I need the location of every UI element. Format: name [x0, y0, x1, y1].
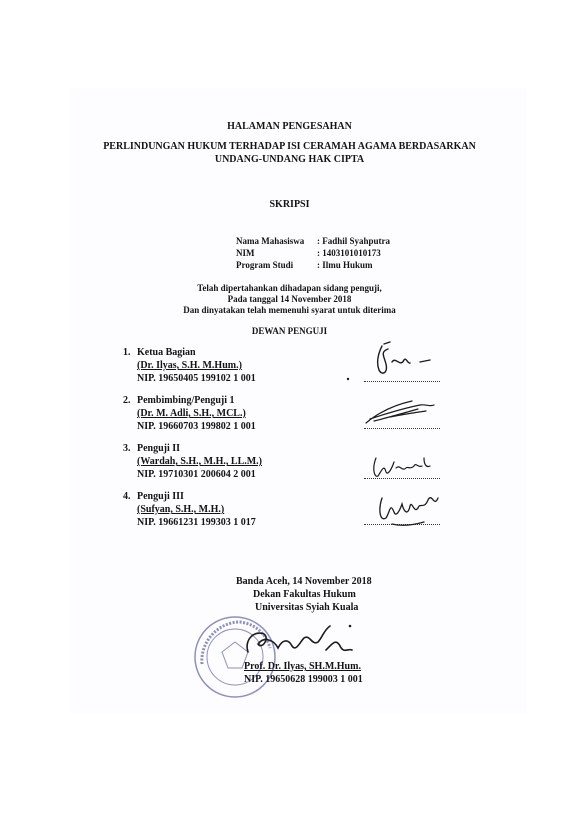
- examiner-role: Penguji II: [137, 443, 181, 454]
- thesis-title-line-2: UNDANG-UNDANG HAK CIPTA: [214, 154, 365, 165]
- approval-place-date: Banda Aceh, 14 November 2018: [236, 576, 372, 587]
- signature-4: [370, 488, 455, 538]
- approval-position: Dekan Fakultas Hukum: [253, 589, 356, 600]
- student-program-label: Program Studi: [236, 260, 294, 270]
- examiner-number: 1.: [123, 347, 131, 358]
- defense-line-1: Telah dipertahankan dihadapan sidang penguji,: [197, 283, 382, 293]
- signature-1: [344, 340, 444, 385]
- board-heading: DEWAN PENGUJI: [251, 326, 328, 336]
- examiner-number: 3.: [123, 443, 131, 454]
- student-nim-value: : 1403101010173: [317, 248, 381, 258]
- document-type: SKRIPSI: [269, 199, 310, 210]
- page-title: HALAMAN PENGESAHAN: [227, 121, 352, 132]
- dean-nip: NIP. 19650628 199003 1 001: [244, 674, 363, 685]
- examiner-role: Pembimbing/Penguji 1: [137, 395, 235, 406]
- dean-signature: [240, 620, 370, 665]
- examiner-name: (Sufyan, S.H., M.H.): [137, 504, 225, 515]
- signature-2: [360, 395, 445, 430]
- examiner-role: Penguji III: [137, 491, 184, 502]
- defense-line-3: Dan dinyatakan telah memenuhi syarat untuk diterima: [183, 305, 396, 315]
- student-program-value: : Ilmu Hukum: [317, 260, 373, 270]
- approval-university: Universitas Syiah Kuala: [255, 602, 359, 613]
- examiner-nip: NIP. 19661231 199303 1 017: [137, 517, 256, 528]
- examiner-name: (Wardah, S.H., M.H., LL.M.): [137, 456, 263, 467]
- examiner-number: 2.: [123, 395, 131, 406]
- student-name-value: : Fadhil Syahputra: [317, 236, 391, 246]
- thesis-title-line-1: PERLINDUNGAN HUKUM TERHADAP ISI CERAMAH AGAMA BERDASARKAN: [103, 141, 476, 152]
- dean-name: Prof. Dr. Ilyas, SH.M.Hum.: [244, 661, 361, 672]
- examiner-name: (Dr. M. Adli, S.H., MCL.): [137, 408, 246, 419]
- signature-3: [366, 448, 446, 488]
- examiner-nip: NIP. 19650405 199102 1 001: [137, 373, 256, 384]
- examiner-name: (Dr. Ilyas, S.H. M.Hum.): [137, 360, 242, 371]
- examiner-nip: NIP. 19710301 200604 2 001: [137, 469, 256, 480]
- student-name-label: Nama Mahasiswa: [236, 236, 305, 246]
- defense-line-2: Pada tanggal 14 November 2018: [227, 294, 352, 304]
- student-nim-label: NIM: [236, 248, 255, 258]
- examiner-nip: NIP. 19660703 199802 1 001: [137, 421, 256, 432]
- examiner-number: 4.: [123, 491, 131, 502]
- examiner-role: Ketua Bagian: [137, 347, 196, 358]
